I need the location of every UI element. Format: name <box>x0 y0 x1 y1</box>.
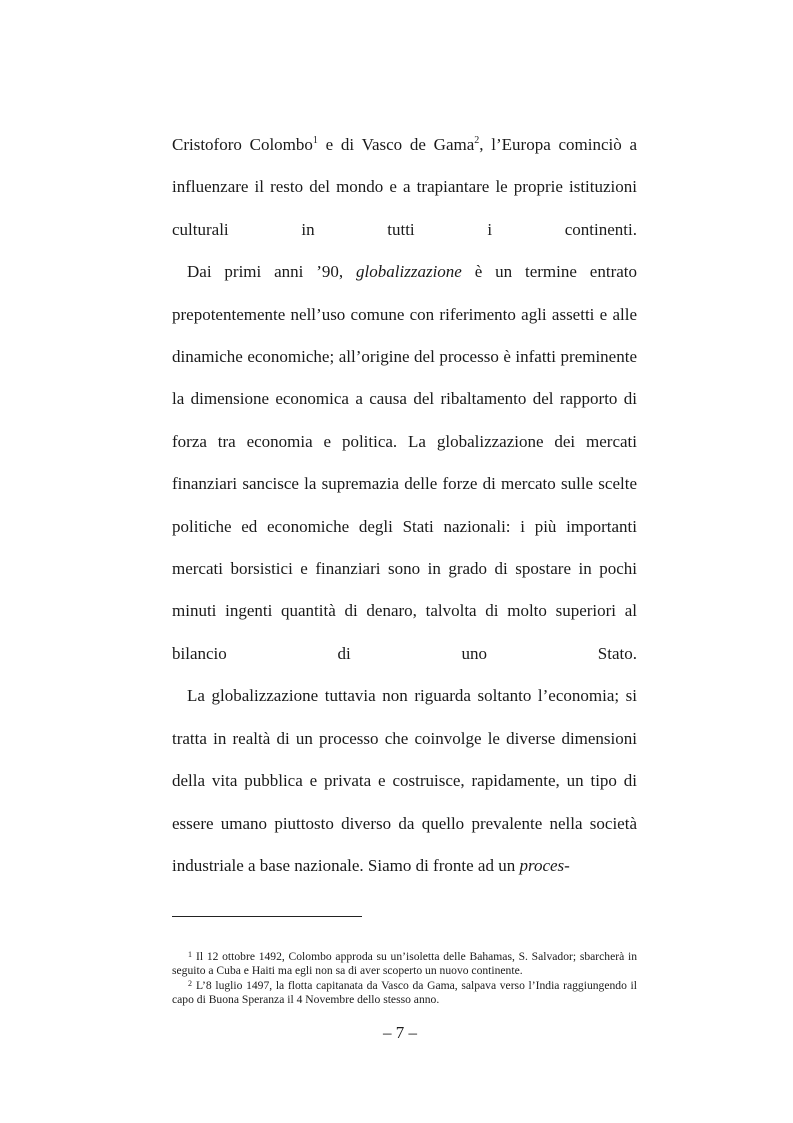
footnote-1-mark: 1 <box>188 950 192 959</box>
footnote-ref-1: 1 <box>312 135 318 146</box>
paragraph-1-text-2: e di Vasco de Gama <box>317 135 475 154</box>
footnote-1-text: Il 12 ottobre 1492, Colombo approda su un’isoletta delle Bahamas, S. Salvador; sbarcherà in seguito a Cuba e Haiti ma egli non sa di aver scoperto un nuovo continente. <box>172 950 637 977</box>
paragraph-1-text-1: Cristoforo Colombo <box>172 135 313 154</box>
footnotes <box>172 948 637 1006</box>
paragraph-3-emphasis: proces- <box>519 855 570 875</box>
footnote-1 <box>172 948 637 977</box>
footnote-separator <box>172 916 362 917</box>
footnote-2-mark: 2 <box>188 979 192 988</box>
paragraph-3-text-1: La globalizzazione tuttavia non riguarda soltanto l’economia; si tratta in realtà di un processo che coinvolge le diverse dimensioni della vita pubblica e privata e costruisce, rapidamente, un tipo di essere umano piuttosto diverso da quello prevalente nella società industriale a base nazionale. Siamo di fronte ad un <box>172 686 637 875</box>
body-text <box>172 124 637 887</box>
footnote-2 <box>172 977 637 1006</box>
paragraph-3 <box>172 675 637 887</box>
paragraph-2-emphasis: globalizzazione <box>356 262 462 282</box>
footnote-2-text: L’8 luglio 1497, la flotta capitanata da Vasco da Gama, salpava verso l’India raggiungendo il capo di Buona Speranza il 4 Novembre dello stesso anno. <box>172 979 637 1006</box>
paragraph-2 <box>172 251 637 675</box>
paragraph-2-text-1: Dai primi anni ’90, <box>187 262 357 282</box>
paragraph-1-text-3: , l’Europa cominciò a influenzare il resto del mondo e a trapiantare le proprie istituzioni culturali in tutti i continenti. <box>172 135 638 239</box>
footnote-ref-2: 2 <box>474 135 480 146</box>
page-number: – 7 – <box>383 1023 417 1042</box>
paragraph-2-text-2: è un termine entrato prepotentemente nell’uso comune con riferimento agli assetti e alle dinamiche economiche; all’origine del processo è infatti preminente la dimensione economica a causa del ribaltamento del rapporto di forza tra economia e politica. La globalizzazione dei mercati finanziari sancisce la supremazia delle forze di mercato sulle scelte politiche ed economiche degli Stati nazionali: i più importanti mercati borsistici e finanziari sono in grado di spostare in pochi minuti ingenti quantità di denaro, talvolta di molto superiori al bilancio di uno Stato. <box>172 262 637 663</box>
paragraph-1 <box>172 124 637 251</box>
